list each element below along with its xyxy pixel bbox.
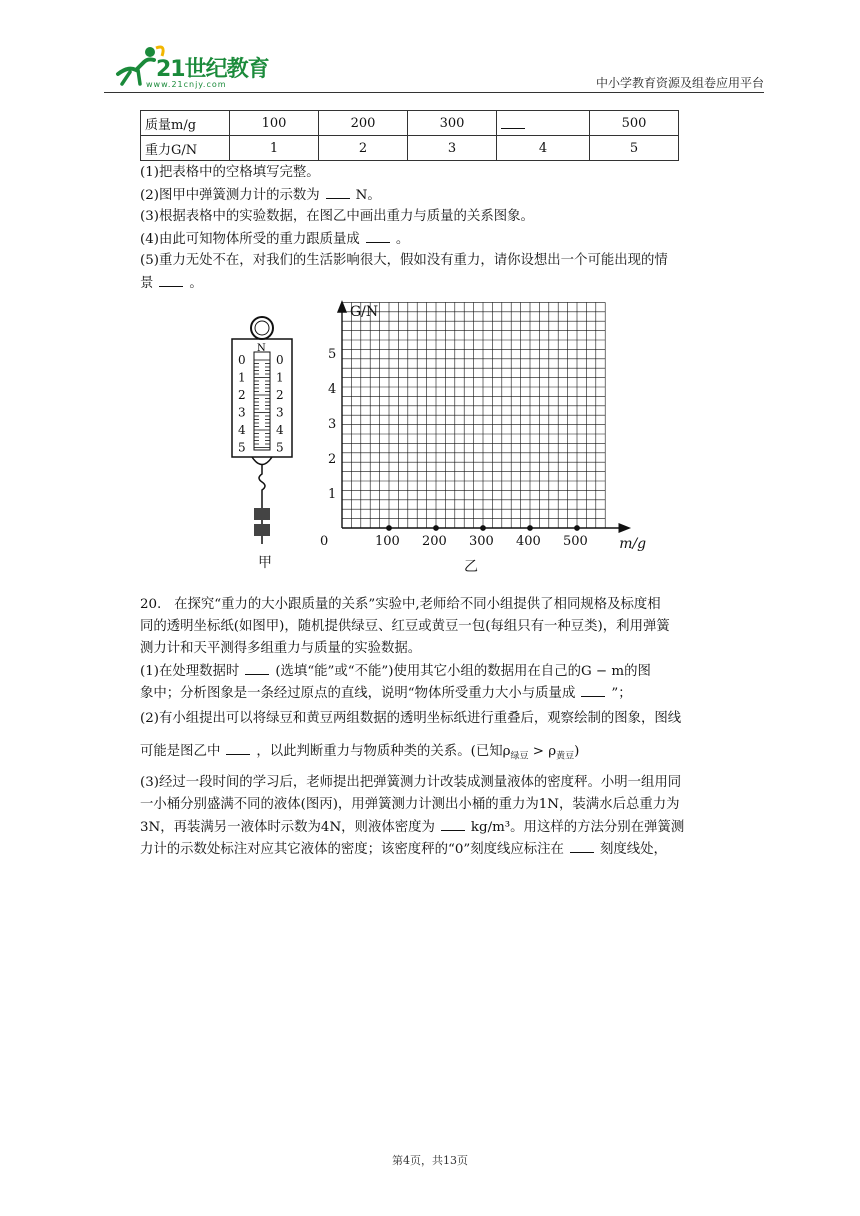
x-tick-dot	[387, 526, 391, 530]
x-tick-dot	[481, 526, 485, 530]
table-cell: 5	[590, 136, 679, 161]
y-tick-label: 5	[328, 347, 337, 362]
header-divider	[104, 92, 764, 93]
answer-blank[interactable]	[159, 272, 183, 287]
x-axis-arrow	[619, 524, 629, 532]
page-footer: 第4页，共13页	[392, 1154, 468, 1167]
scale-label-right: 3	[276, 405, 284, 420]
answer-blank[interactable]	[226, 740, 250, 755]
table-row-label: 质量m/g	[141, 111, 230, 136]
q20-line3: 测力计和天平测得多组重力与质量的实验数据。	[140, 641, 422, 656]
q20-line8: (3)经过一段时间的学习后，老师提出把弹簧测力计改装成测量液体的密度秤。小明一组用同	[140, 775, 682, 790]
scale-label-right: 1	[276, 370, 284, 385]
x-tick-dot	[434, 526, 438, 530]
scale-label-right: 2	[276, 388, 284, 402]
answer-blank[interactable]	[326, 184, 350, 199]
spring-scale-figure	[226, 312, 302, 552]
scale-label-left: 0	[238, 353, 246, 367]
table-cell: 500	[590, 111, 679, 136]
figure-jia-label: 甲	[258, 555, 272, 571]
table-cell: 300	[408, 111, 497, 136]
data-table	[140, 110, 679, 161]
y-tick-label: 3	[328, 417, 337, 432]
scale-unit-label: N	[257, 343, 266, 354]
scale-label-left: 3	[238, 405, 246, 420]
x-tick-label: 100	[375, 534, 400, 549]
logo-text: 21世纪教育	[156, 57, 269, 82]
question-number: 20.	[140, 597, 162, 612]
table-cell-blank[interactable]	[497, 111, 590, 136]
q19-part5: (5)重力无处不在，对我们的生活影响很大，假如没有重力，请你设想出一个可能出现的情	[140, 253, 668, 268]
q19-part3: (3)根据表格中的实验数据，在图乙中画出重力与质量的关系图象。	[140, 209, 534, 224]
scale-label-left: 4	[238, 423, 246, 437]
y-tick-label: 4	[328, 382, 337, 397]
scale-label-left: 2	[238, 388, 246, 402]
y-axis-label: G/N	[350, 304, 379, 320]
q20-line4: (1)在处理数据时 (选填“能”或“不能”)使用其它小组的数据用在自己的G − m的图	[140, 660, 651, 683]
scale-label-right: 5	[276, 440, 284, 455]
scale-label-right: 4	[276, 423, 284, 437]
answer-blank[interactable]	[581, 682, 605, 697]
answer-blank[interactable]	[366, 228, 390, 243]
table-cell: 3	[408, 136, 497, 161]
scale-label-left: 1	[238, 370, 246, 385]
q19-part1: (1)把表格中的空格填写完整。	[140, 165, 320, 180]
answer-blank[interactable]	[245, 660, 269, 675]
x-tick-label: 300	[469, 534, 494, 549]
scale-label-left: 5	[238, 440, 246, 455]
answer-blank[interactable]	[570, 838, 594, 853]
y-tick-label: 2	[328, 452, 337, 467]
x-tick-label: 0	[320, 534, 329, 549]
table-cell: 1	[230, 136, 319, 161]
table-row-gravity	[141, 136, 679, 161]
q20-line9: 一小桶分别盛满不同的液体(图丙)，用弹簧测力计测出小桶的重力为1N，装满水后总重力为	[140, 797, 680, 812]
q19-part2: (2)图甲中弹簧测力计的示数为 N。	[140, 184, 381, 207]
q19-part5-cont: 景 。	[140, 272, 203, 295]
scale-label-right: 0	[276, 353, 284, 367]
table-cell: 4	[497, 136, 590, 161]
q20-line2: 同的透明坐标纸(如图甲)，随机提供绿豆、红豆或黄豆一包(每组只有一种豆类)，利用弹簧	[140, 619, 670, 634]
answer-blank[interactable]	[441, 816, 465, 831]
q20-line1: 20. 在探究“重力的大小跟质量的关系”实验中,老师给不同小组提供了相同规格及标度相	[140, 597, 661, 612]
y-axis-arrow	[338, 302, 346, 312]
table-row-label: 重力G/N	[141, 136, 230, 161]
table-cell: 200	[319, 111, 408, 136]
q19-part4: (4)由此可知物体所受的重力跟质量成 。	[140, 228, 409, 251]
logo-url: www.21cnjy.com	[146, 80, 227, 89]
x-tick-dot	[575, 526, 579, 530]
q20-line7: 可能是图乙中 ，以此判断重力与物质种类的关系。(已知$\rho_{绿豆} > \rho_{黄豆}$)	[140, 740, 579, 768]
x-tick-dot	[528, 526, 532, 530]
platform-title: 中小学教育资源及组卷应用平台	[595, 76, 764, 90]
gravity-mass-grid	[320, 300, 650, 560]
q20-line10: 3N，再装满另一液体时示数为4N，则液体密度为 kg/m³。用这样的方法分别在弹簧测	[140, 816, 684, 839]
x-tick-label: 400	[516, 534, 541, 549]
table-cell: 100	[230, 111, 319, 136]
q20-line11: 力计的示数处标注对应其它液体的密度；该密度秤的“0”刻度线应标注在 刻度线处，	[140, 838, 667, 861]
figure-yi-label: 乙	[464, 559, 478, 575]
table-cell: 2	[319, 136, 408, 161]
q20-line5: 象中；分析图象是一条经过原点的直线，说明“物体所受重力大小与质量成 ”；	[140, 682, 632, 705]
q20-line6: (2)有小组提出可以将绿豆和黄豆两组数据的透明坐标纸进行重叠后，观察绘制的图象，图线	[140, 711, 682, 726]
table-row-mass	[141, 111, 679, 136]
x-axis-label: m/g	[619, 536, 647, 552]
x-tick-label: 200	[422, 534, 447, 549]
x-tick-label: 500	[563, 534, 588, 549]
y-tick-label: 1	[328, 487, 337, 502]
